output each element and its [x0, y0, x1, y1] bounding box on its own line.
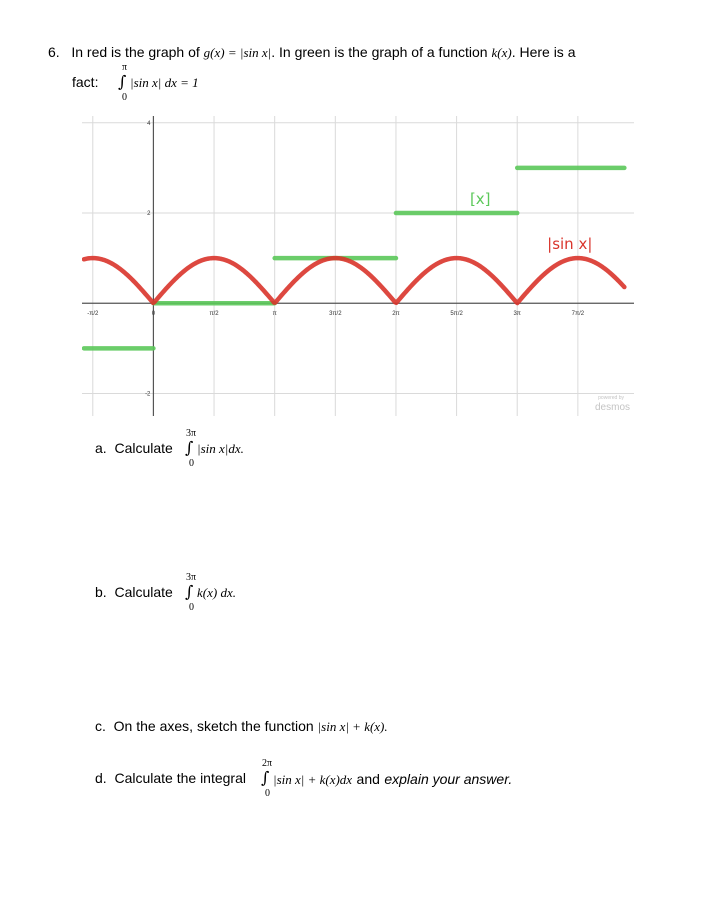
series [84, 168, 624, 348]
x-tick-label: 3π [513, 311, 521, 318]
annotation-floor: [x] [469, 189, 491, 208]
x-tick-label: 5π/2 [450, 311, 463, 318]
part-b-upper-limit: 3π [186, 572, 197, 583]
x-tick-label: π/2 [209, 311, 219, 318]
part-a-integrand: |sin x|dx. [197, 441, 244, 456]
fact-upper-limit: π [122, 62, 128, 73]
part-d-integrand: |sin x| + k(x)dx and explain your answer. [273, 771, 513, 787]
integral-sign: ∫ [261, 768, 270, 787]
graph [82, 116, 634, 416]
part-d-label: d. Calculate the integral [95, 770, 246, 786]
fact-integral: |sin x| dx = 1 [130, 75, 199, 90]
red-abs-sin-curve [84, 258, 624, 303]
part-c [95, 718, 388, 735]
x-tick-label: -π/2 [87, 311, 99, 318]
annotation-abs-sin: |sin x| [547, 235, 593, 254]
x-tick-label: 2π [392, 311, 400, 318]
part-a-label: a. Calculate [95, 440, 173, 456]
part-b [95, 572, 355, 616]
fact-lower-limit: 0 [122, 92, 127, 103]
problem-number: 6. [48, 44, 60, 60]
x-tick-label: 7π/2 [571, 311, 585, 318]
part-d-upper-limit: 2π [262, 758, 273, 769]
problem-line-1 [48, 44, 576, 61]
part-a-upper-limit: 3π [186, 428, 197, 439]
k-name: k(x) [491, 45, 512, 60]
problem-text-2: . In green is the graph of a function [271, 44, 488, 60]
part-c-text: On the axes, sketch the function [113, 718, 314, 734]
g-definition: g(x) = |sin x| [203, 45, 272, 60]
part-c-expression: |sin x| + k(x). [317, 719, 388, 734]
integral-sign: ∫ [118, 72, 127, 91]
problem-text-1: In red is the graph of [71, 44, 200, 60]
fact-label: fact: [72, 74, 99, 90]
part-b-integrand: k(x) dx. [197, 585, 236, 600]
x-tick-label: 0 [151, 311, 156, 318]
part-c-label: c. [95, 718, 106, 734]
integral-sign: ∫ [185, 582, 194, 601]
fact-line [72, 62, 292, 102]
part-a [95, 428, 355, 472]
y-tick-label: 4 [147, 120, 151, 127]
part-d-lower-limit: 0 [265, 788, 270, 799]
part-a-lower-limit: 0 [189, 458, 194, 469]
desmos-watermark: desmos [594, 402, 630, 413]
part-b-lower-limit: 0 [189, 602, 194, 613]
watermark-powered-by: powered by [598, 395, 624, 401]
x-tick-label: 3π/2 [329, 311, 342, 318]
part-d [95, 758, 575, 802]
integral-sign: ∫ [185, 438, 194, 457]
x-tick-label: π [272, 311, 277, 318]
part-b-label: b. Calculate [95, 584, 173, 600]
y-tick-label: 2 [147, 210, 151, 217]
y-tick-label: -2 [145, 391, 151, 398]
problem-text-3: . Here is a [511, 44, 576, 60]
